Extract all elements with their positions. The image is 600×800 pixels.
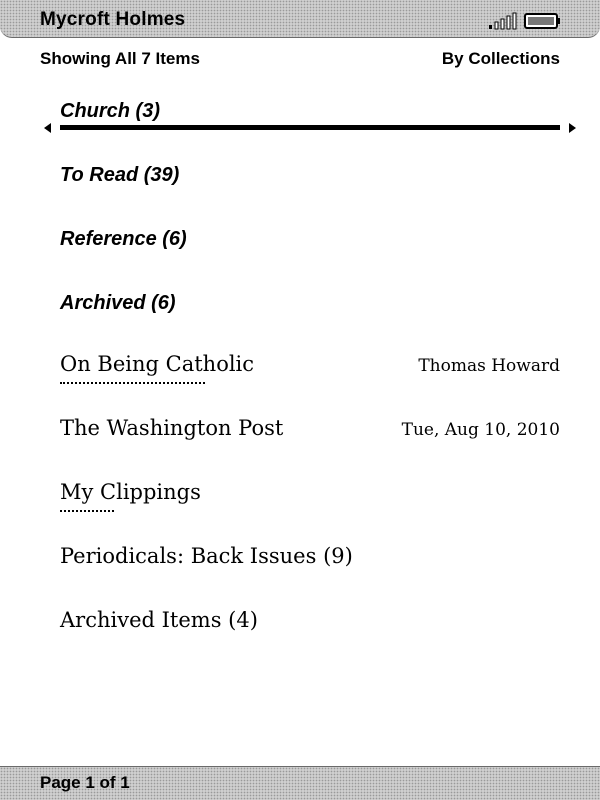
reading-progress-dots xyxy=(60,510,114,512)
collection-label: Archived (6) xyxy=(60,292,176,314)
book-author: Thomas Howard xyxy=(418,356,560,376)
reading-progress-dots xyxy=(60,382,205,384)
right-arrow-icon xyxy=(569,123,576,133)
periodical-title: The Washington Post xyxy=(60,416,284,440)
left-arrow-icon xyxy=(44,123,51,133)
title-bar xyxy=(0,0,600,38)
device-name: Mycroft Holmes xyxy=(40,9,186,30)
folder-title: Archived Items (4) xyxy=(60,608,258,632)
folder-title: Periodicals: Back Issues (9) xyxy=(60,544,353,568)
list-item-clippings[interactable] xyxy=(60,480,560,520)
page-indicator: Page 1 of 1 xyxy=(40,773,130,792)
footer-bar xyxy=(0,766,600,800)
list-header xyxy=(40,49,560,69)
list-item-back-issues[interactable] xyxy=(60,544,560,584)
sort-by-button[interactable]: By Collections xyxy=(441,49,560,68)
collection-label: Reference (6) xyxy=(60,228,187,250)
showing-items-label: Showing All 7 Items xyxy=(40,49,200,68)
list-item-collection-reference[interactable] xyxy=(60,228,560,268)
list-item-collection-church[interactable] xyxy=(60,100,560,140)
list-item-book[interactable] xyxy=(60,352,560,392)
list-item-collection-to-read[interactable] xyxy=(60,164,560,204)
collection-label: Church (3) xyxy=(60,100,160,122)
list-item-collection-archived[interactable] xyxy=(60,292,560,332)
list-item-archived-items[interactable] xyxy=(60,608,560,648)
battery-icon xyxy=(524,13,562,29)
book-title: On Being Catholic xyxy=(60,352,255,376)
list-item-periodical[interactable] xyxy=(60,416,560,456)
collection-label: To Read (39) xyxy=(60,164,180,186)
signal-strength-icon xyxy=(488,12,518,30)
periodical-date: Tue, Aug 10, 2010 xyxy=(401,420,560,440)
document-title: My Clippings xyxy=(60,480,201,504)
